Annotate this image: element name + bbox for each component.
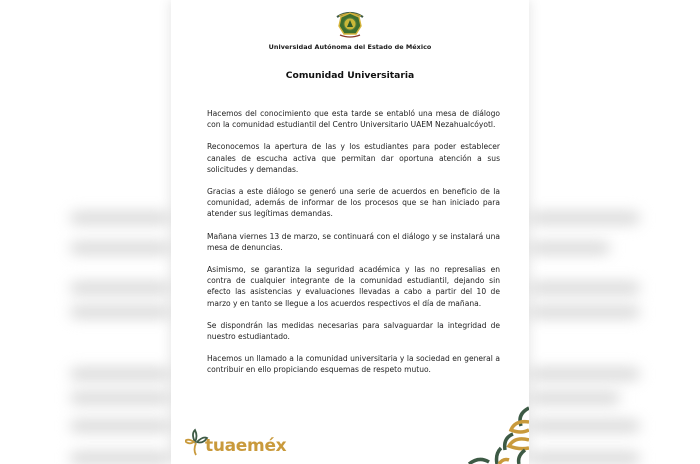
brand-wordmark: tuaeméx <box>205 436 287 456</box>
statement-body <box>207 108 500 387</box>
paragraph-4: Mañana viernes 13 de marzo, se continuará con el diálogo y se instalará una mesa de denuncias. <box>207 231 500 252</box>
institution-name: Universidad Autónoma del Estado de México <box>268 43 432 51</box>
paragraph-7: Hacemos un llamado a la comunidad universitaria y la sociedad en general a contribuir en ello propiciando esquemas de respeto mutuo. <box>207 354 500 375</box>
statement-page <box>171 0 529 464</box>
uaemex-seal-icon <box>333 8 367 40</box>
paragraph-5: Asimismo, se garantiza la seguridad académica y las no represalias en contra de cualquier integrante de la comunidad estudiantil, dejando sin efecto las asistencias y evaluaciones llevadas a cabo a partir del 10 de marzo y en tanto se llegue a los acuerdos respectivos el día de mañana. <box>207 265 500 308</box>
paragraph-6: Se dispondrán las medidas necesarias para salvaguardar la integridad de nuestro estudiantado. <box>207 320 500 342</box>
tuaemex-logo <box>185 428 295 458</box>
paragraph-3: Gracias a este diálogo se generó una serie de acuerdos en beneficio de la comunidad, además de informar de los procesos que se han iniciado para atender sus legítimas demandas. <box>207 187 500 219</box>
paragraph-1: Hacemos del conocimiento que esta tarde se entabló una mesa de diálogo con la comunidad estudiantil del Centro Universitario UAEM Nezahualcóyotl. <box>207 109 500 130</box>
leaf-pattern-icon <box>459 404 529 464</box>
paragraph-2: Reconocemos la apertura de las y los estudiantes para poder establecer canales de escucha activa que permitan dar oportuna atención a sus solicitudes y demandas. <box>207 142 500 174</box>
letterhead <box>171 8 529 51</box>
document-title: Comunidad Universitaria <box>285 70 415 81</box>
